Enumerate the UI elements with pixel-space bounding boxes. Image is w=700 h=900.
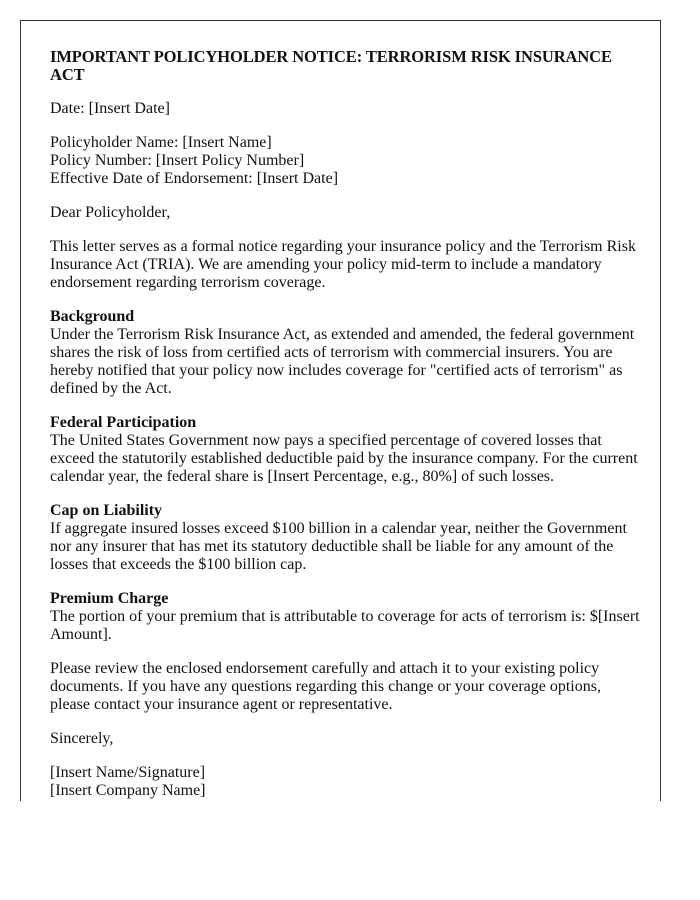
section-body: If aggregate insured losses exceed $100 billion in a calendar year, neither the Government nor any insurer that has met its statutory deductible shall be liable for any amount of the losses that exceeds the $100 billion cap.	[50, 520, 627, 573]
section-heading: Background	[50, 308, 135, 325]
closing-paragraph: Please review the enclosed endorsement carefully and attach it to your existing policy documents. If you have any questions regarding this change or your coverage options, please contact your insurance agent or representative.	[50, 660, 601, 713]
section-cap-on-liability	[50, 502, 640, 574]
section-premium-charge	[50, 590, 640, 644]
letter-frame	[20, 20, 661, 801]
letter-title: IMPORTANT POLICYHOLDER NOTICE: TERRORISM RISK INSURANCE ACT	[50, 47, 612, 84]
section-body: Under the Terrorism Risk Insurance Act, as extended and amended, the federal government shares the risk of loss from certified acts of terrorism with commercial insurers. You are hereby notified that your policy now includes coverage for "certified acts of terrorism" as defined by the Act.	[50, 326, 635, 397]
section-background	[50, 308, 640, 398]
date-line: Date: [Insert Date]	[50, 100, 170, 117]
effective-date: Effective Date of Endorsement: [Insert Date]	[50, 170, 339, 187]
salutation: Dear Policyholder,	[50, 204, 171, 221]
section-body: The portion of your premium that is attributable to coverage for acts of terrorism is: $[Insert Amount].	[50, 608, 640, 643]
intro-paragraph: This letter serves as a formal notice regarding your insurance policy and the Terrorism Risk Insurance Act (TRIA). We are amending your policy mid-term to include a mandatory endorsement regarding terrorism coverage.	[50, 238, 636, 291]
section-heading: Federal Participation	[50, 414, 197, 431]
policy-details	[50, 134, 640, 188]
policyholder-name: Policyholder Name: [Insert Name]	[50, 134, 272, 151]
section-body: The United States Government now pays a specified percentage of covered losses that exceed the statutorily established deductible paid by the insurance company. For the current calendar year, the federal share is [Insert Percentage, e.g., 80%] of such losses.	[50, 432, 638, 485]
section-federal-participation	[50, 414, 640, 486]
signature-name: [Insert Name/Signature]	[50, 764, 206, 781]
signature-block	[50, 764, 640, 800]
section-heading: Cap on Liability	[50, 502, 163, 519]
signature-company: [Insert Company Name]	[50, 782, 206, 799]
policy-number: Policy Number: [Insert Policy Number]	[50, 152, 305, 169]
sign-off: Sincerely,	[50, 730, 114, 747]
section-heading: Premium Charge	[50, 590, 169, 607]
letter-body	[50, 48, 640, 801]
